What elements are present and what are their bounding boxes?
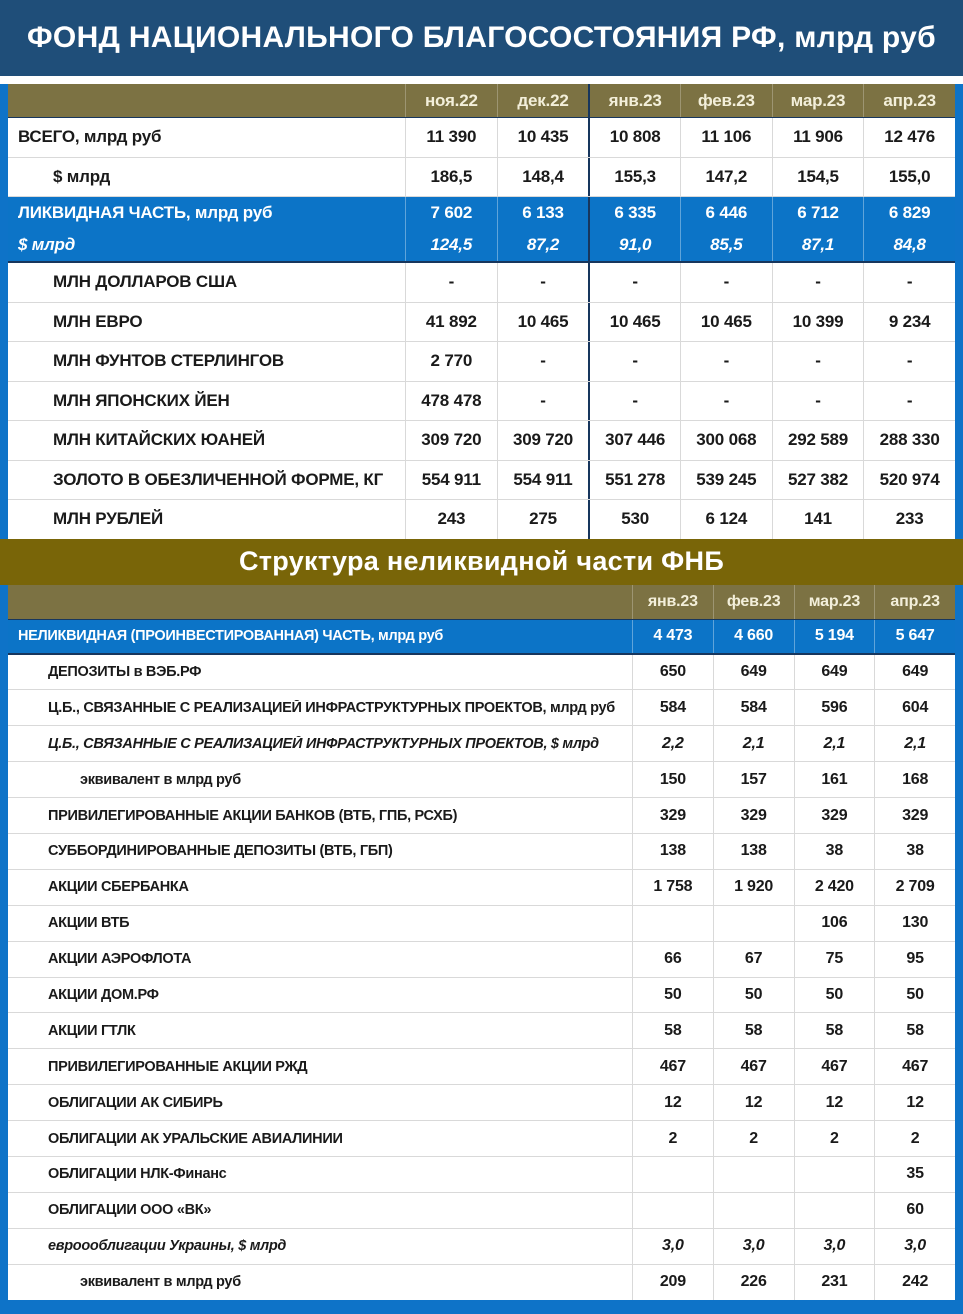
cell-value: - bbox=[680, 342, 772, 381]
cell-value: 2 bbox=[713, 1121, 794, 1156]
cell-value bbox=[713, 1157, 794, 1192]
cell-value: 11 390 bbox=[405, 118, 497, 157]
cell-value: 67 bbox=[713, 942, 794, 977]
cell-value: 138 bbox=[632, 834, 713, 869]
cell-value: 300 068 bbox=[680, 421, 772, 460]
column-header: янв.23 bbox=[588, 84, 680, 117]
table-row bbox=[8, 689, 955, 725]
table-row bbox=[8, 229, 955, 263]
cell-value bbox=[632, 906, 713, 941]
cell-value: 243 bbox=[405, 500, 497, 539]
cell-value: 554 911 bbox=[405, 461, 497, 500]
table-row bbox=[8, 460, 955, 500]
table-row bbox=[8, 157, 955, 197]
table-row bbox=[8, 1120, 955, 1156]
cell-value: 478 478 bbox=[405, 382, 497, 421]
row-label: АКЦИИ ДОМ.РФ bbox=[48, 986, 159, 1003]
cell-value: 10 465 bbox=[680, 303, 772, 342]
cell-value: 12 bbox=[874, 1085, 955, 1120]
cell-value: 2,1 bbox=[713, 726, 794, 761]
cell-value: 2 770 bbox=[405, 342, 497, 381]
table-row bbox=[8, 1264, 955, 1300]
row-label: $ млрд bbox=[53, 166, 111, 186]
row-label: евроооблигации Украины, $ млрд bbox=[48, 1238, 287, 1255]
cell-value: 10 435 bbox=[497, 118, 589, 157]
cell-value: 6 335 bbox=[588, 197, 680, 229]
cell-value: - bbox=[405, 263, 497, 302]
cell-value: 138 bbox=[713, 834, 794, 869]
section-title-illiquid-structure: Структура неликвидной части ФНБ bbox=[0, 539, 963, 585]
table-row bbox=[8, 381, 955, 421]
column-header: апр.23 bbox=[863, 84, 955, 117]
cell-value: 157 bbox=[713, 762, 794, 797]
cell-value: - bbox=[588, 382, 680, 421]
row-label: эквивалент в млрд руб bbox=[80, 1274, 241, 1291]
cell-value: 11 106 bbox=[680, 118, 772, 157]
cell-value bbox=[794, 1193, 875, 1228]
cell-value: 124,5 bbox=[405, 229, 497, 261]
cell-value: 155,0 bbox=[863, 158, 955, 197]
cell-value: - bbox=[863, 382, 955, 421]
cell-value: 2 bbox=[632, 1121, 713, 1156]
cell-value: 329 bbox=[632, 798, 713, 833]
table-row bbox=[8, 905, 955, 941]
cell-value: 309 720 bbox=[405, 421, 497, 460]
table-row bbox=[8, 620, 955, 655]
cell-value: 2 bbox=[874, 1121, 955, 1156]
cell-value: 5 194 bbox=[794, 620, 875, 653]
cell-value: 12 476 bbox=[863, 118, 955, 157]
cell-value: 604 bbox=[874, 690, 955, 725]
cell-value: 75 bbox=[794, 942, 875, 977]
row-label: ЗОЛОТО В ОБЕЗЛИЧЕННОЙ ФОРМЕ, КГ bbox=[53, 469, 384, 489]
cell-value: 226 bbox=[713, 1265, 794, 1300]
cell-value: 60 bbox=[874, 1193, 955, 1228]
table-row bbox=[8, 725, 955, 761]
cell-value: 2,1 bbox=[794, 726, 875, 761]
column-header: ноя.22 bbox=[405, 84, 497, 117]
cell-value: - bbox=[588, 263, 680, 302]
row-label: МЛН КИТАЙСКИХ ЮАНЕЙ bbox=[53, 430, 265, 450]
column-header: мар.23 bbox=[772, 84, 864, 117]
cell-value: 147,2 bbox=[680, 158, 772, 197]
table-row bbox=[8, 797, 955, 833]
row-label: ОБЛИГАЦИИ НЛК-Финанс bbox=[48, 1166, 227, 1183]
fnb-total-table bbox=[8, 84, 955, 539]
cell-value: 6 124 bbox=[680, 500, 772, 539]
table-row bbox=[8, 1084, 955, 1120]
cell-value: 11 906 bbox=[772, 118, 864, 157]
cell-value: 50 bbox=[874, 978, 955, 1013]
cell-value: 467 bbox=[874, 1049, 955, 1084]
cell-value: 4 473 bbox=[632, 620, 713, 653]
cell-value: 66 bbox=[632, 942, 713, 977]
cell-value: 329 bbox=[874, 798, 955, 833]
row-label: Ц.Б., СВЯЗАННЫЕ С РЕАЛИЗАЦИЕЙ ИНФРАСТРУКТУРНЫХ ПРОЕКТОВ, млрд руб bbox=[48, 699, 615, 716]
cell-value: 2,1 bbox=[874, 726, 955, 761]
cell-value: 539 245 bbox=[680, 461, 772, 500]
table-row bbox=[8, 1156, 955, 1192]
cell-value: - bbox=[588, 342, 680, 381]
cell-value: - bbox=[497, 342, 589, 381]
cell-value: 2 420 bbox=[794, 870, 875, 905]
cell-value: - bbox=[772, 382, 864, 421]
row-label: ВСЕГО, млрд руб bbox=[18, 127, 162, 147]
cell-value: 41 892 bbox=[405, 303, 497, 342]
row-label: МЛН РУБЛЕЙ bbox=[53, 509, 164, 529]
cell-value: 87,1 bbox=[772, 229, 864, 261]
cell-value bbox=[713, 906, 794, 941]
cell-value: 50 bbox=[713, 978, 794, 1013]
cell-value: - bbox=[497, 382, 589, 421]
cell-value: 649 bbox=[713, 655, 794, 690]
cell-value: 91,0 bbox=[588, 229, 680, 261]
cell-value: 467 bbox=[713, 1049, 794, 1084]
cell-value: 650 bbox=[632, 655, 713, 690]
cell-value: 50 bbox=[632, 978, 713, 1013]
liquid-part-table-wrap bbox=[0, 84, 963, 539]
row-label: СУББОРДИНИРОВАННЫЕ ДЕПОЗИТЫ (ВТБ, ГБП) bbox=[48, 843, 393, 860]
table-row bbox=[8, 196, 955, 229]
table-row bbox=[8, 941, 955, 977]
cell-value: 10 465 bbox=[497, 303, 589, 342]
row-label: МЛН ФУНТОВ СТЕРЛИНГОВ bbox=[53, 351, 284, 371]
column-header: янв.23 bbox=[632, 585, 713, 619]
cell-value: 1 920 bbox=[713, 870, 794, 905]
cell-value: 3,0 bbox=[713, 1229, 794, 1264]
table-row bbox=[8, 263, 955, 302]
cell-value: 2,2 bbox=[632, 726, 713, 761]
cell-value: 58 bbox=[632, 1013, 713, 1048]
cell-value: 242 bbox=[874, 1265, 955, 1300]
cell-value: 467 bbox=[794, 1049, 875, 1084]
cell-value: - bbox=[863, 342, 955, 381]
cell-value: 168 bbox=[874, 762, 955, 797]
cell-value: 5 647 bbox=[874, 620, 955, 653]
cell-value: 6 133 bbox=[497, 197, 589, 229]
cell-value: - bbox=[680, 382, 772, 421]
row-label: АКЦИИ ГТЛК bbox=[48, 1022, 136, 1039]
table-row bbox=[8, 499, 955, 539]
cell-value: - bbox=[772, 342, 864, 381]
table-row bbox=[8, 833, 955, 869]
cell-value: 10 399 bbox=[772, 303, 864, 342]
table-row bbox=[8, 761, 955, 797]
row-label: АКЦИИ АЭРОФЛОТА bbox=[48, 951, 192, 968]
cell-value: 1 758 bbox=[632, 870, 713, 905]
cell-value: 275 bbox=[497, 500, 589, 539]
cell-value: 95 bbox=[874, 942, 955, 977]
row-label: Ц.Б., СВЯЗАННЫЕ С РЕАЛИЗАЦИЕЙ ИНФРАСТРУКТУРНЫХ ПРОЕКТОВ, $ млрд bbox=[48, 735, 599, 752]
cell-value: 87,2 bbox=[497, 229, 589, 261]
table-row bbox=[8, 1192, 955, 1228]
table-row bbox=[8, 341, 955, 381]
cell-value: 150 bbox=[632, 762, 713, 797]
cell-value: 329 bbox=[794, 798, 875, 833]
table-row bbox=[8, 1048, 955, 1084]
cell-value: 6 712 bbox=[772, 197, 864, 229]
cell-value: 288 330 bbox=[863, 421, 955, 460]
row-label: АКЦИИ СБЕРБАНКА bbox=[48, 879, 189, 896]
table-row bbox=[8, 302, 955, 342]
cell-value: 10 465 bbox=[588, 303, 680, 342]
cell-value: 186,5 bbox=[405, 158, 497, 197]
cell-value: 596 bbox=[794, 690, 875, 725]
row-label: эквивалент в млрд руб bbox=[80, 771, 241, 788]
cell-value: 35 bbox=[874, 1157, 955, 1192]
row-label: МЛН ДОЛЛАРОВ США bbox=[53, 272, 237, 292]
page-title: ФОНД НАЦИОНАЛЬНОГО БЛАГОСОСТОЯНИЯ РФ, млрд руб bbox=[0, 0, 963, 76]
row-label: ДЕПОЗИТЫ в ВЭБ.РФ bbox=[48, 663, 202, 680]
cell-value: 58 bbox=[794, 1013, 875, 1048]
cell-value: - bbox=[772, 263, 864, 302]
row-label: МЛН ЯПОНСКИХ ЙЕН bbox=[53, 390, 230, 410]
cell-value bbox=[794, 1157, 875, 1192]
row-label: АКЦИИ ВТБ bbox=[48, 915, 130, 932]
cell-value: 649 bbox=[874, 655, 955, 690]
table-row bbox=[8, 1012, 955, 1048]
cell-value: 106 bbox=[794, 906, 875, 941]
cell-value: 309 720 bbox=[497, 421, 589, 460]
cell-value: 3,0 bbox=[632, 1229, 713, 1264]
cell-value: 148,4 bbox=[497, 158, 589, 197]
cell-value: 58 bbox=[713, 1013, 794, 1048]
cell-value: 85,5 bbox=[680, 229, 772, 261]
cell-value: 10 808 bbox=[588, 118, 680, 157]
bottom-frame-strip bbox=[0, 1300, 963, 1314]
row-label: ЛИКВИДНАЯ ЧАСТЬ, млрд руб bbox=[18, 203, 273, 222]
cell-value bbox=[632, 1157, 713, 1192]
cell-value: 161 bbox=[794, 762, 875, 797]
cell-value: - bbox=[497, 263, 589, 302]
cell-value bbox=[713, 1193, 794, 1228]
cell-value: 467 bbox=[632, 1049, 713, 1084]
cell-value: 2 bbox=[794, 1121, 875, 1156]
cell-value: 584 bbox=[713, 690, 794, 725]
cell-value: 7 602 bbox=[405, 197, 497, 229]
cell-value: 530 bbox=[588, 500, 680, 539]
row-label: $ млрд bbox=[18, 235, 76, 254]
cell-value: 233 bbox=[863, 500, 955, 539]
table-row bbox=[8, 655, 955, 690]
cell-value: 155,3 bbox=[588, 158, 680, 197]
column-header: мар.23 bbox=[794, 585, 875, 619]
cell-value: 38 bbox=[794, 834, 875, 869]
cell-value: 50 bbox=[794, 978, 875, 1013]
column-header: апр.23 bbox=[874, 585, 955, 619]
column-header: фев.23 bbox=[680, 84, 772, 117]
table1-header-row bbox=[8, 84, 955, 118]
row-label: ОБЛИГАЦИИ ООО «ВК» bbox=[48, 1202, 212, 1219]
cell-value: 292 589 bbox=[772, 421, 864, 460]
table-row bbox=[8, 977, 955, 1013]
row-label: ОБЛИГАЦИИ АК УРАЛЬСКИЕ АВИАЛИНИИ bbox=[48, 1130, 343, 1147]
table-row bbox=[8, 1228, 955, 1264]
cell-value: 554 911 bbox=[497, 461, 589, 500]
cell-value: 130 bbox=[874, 906, 955, 941]
fnb-illiquid-structure-table bbox=[8, 585, 955, 1300]
cell-value: 520 974 bbox=[863, 461, 955, 500]
cell-value: - bbox=[863, 263, 955, 302]
cell-value: 6 829 bbox=[863, 197, 955, 229]
cell-value: 649 bbox=[794, 655, 875, 690]
cell-value: 9 234 bbox=[863, 303, 955, 342]
cell-value: 2 709 bbox=[874, 870, 955, 905]
cell-value: 154,5 bbox=[772, 158, 864, 197]
cell-value: 58 bbox=[874, 1013, 955, 1048]
row-label: ПРИВИЛЕГИРОВАННЫЕ АКЦИИ РЖД bbox=[48, 1058, 308, 1075]
column-header: дек.22 bbox=[497, 84, 589, 117]
cell-value: 38 bbox=[874, 834, 955, 869]
cell-value: 3,0 bbox=[874, 1229, 955, 1264]
cell-value: 231 bbox=[794, 1265, 875, 1300]
column-header: фев.23 bbox=[713, 585, 794, 619]
cell-value: 527 382 bbox=[772, 461, 864, 500]
title-table-gap bbox=[0, 76, 963, 84]
cell-value: 4 660 bbox=[713, 620, 794, 653]
cell-value: 307 446 bbox=[588, 421, 680, 460]
table-row bbox=[8, 420, 955, 460]
cell-value: 584 bbox=[632, 690, 713, 725]
cell-value: 209 bbox=[632, 1265, 713, 1300]
row-label: ПРИВИЛЕГИРОВАННЫЕ АКЦИИ БАНКОВ (ВТБ, ГПБ, РСХБ) bbox=[48, 807, 458, 824]
cell-value: 6 446 bbox=[680, 197, 772, 229]
row-label: ОБЛИГАЦИИ АК СИБИРЬ bbox=[48, 1094, 223, 1111]
cell-value: 551 278 bbox=[588, 461, 680, 500]
table2-header-row bbox=[8, 585, 955, 620]
cell-value: 12 bbox=[794, 1085, 875, 1120]
table-row bbox=[8, 118, 955, 157]
cell-value bbox=[632, 1193, 713, 1228]
cell-value: - bbox=[680, 263, 772, 302]
cell-value: 12 bbox=[632, 1085, 713, 1120]
cell-value: 141 bbox=[772, 500, 864, 539]
row-label: МЛН ЕВРО bbox=[53, 311, 143, 331]
cell-value: 329 bbox=[713, 798, 794, 833]
row-label: НЕЛИКВИДНАЯ (ПРОИНВЕСТИРОВАННАЯ) ЧАСТЬ, млрд руб bbox=[18, 628, 444, 644]
illiquid-part-table-wrap bbox=[0, 585, 963, 1300]
cell-value: 84,8 bbox=[863, 229, 955, 261]
table-row bbox=[8, 869, 955, 905]
cell-value: 12 bbox=[713, 1085, 794, 1120]
cell-value: 3,0 bbox=[794, 1229, 875, 1264]
